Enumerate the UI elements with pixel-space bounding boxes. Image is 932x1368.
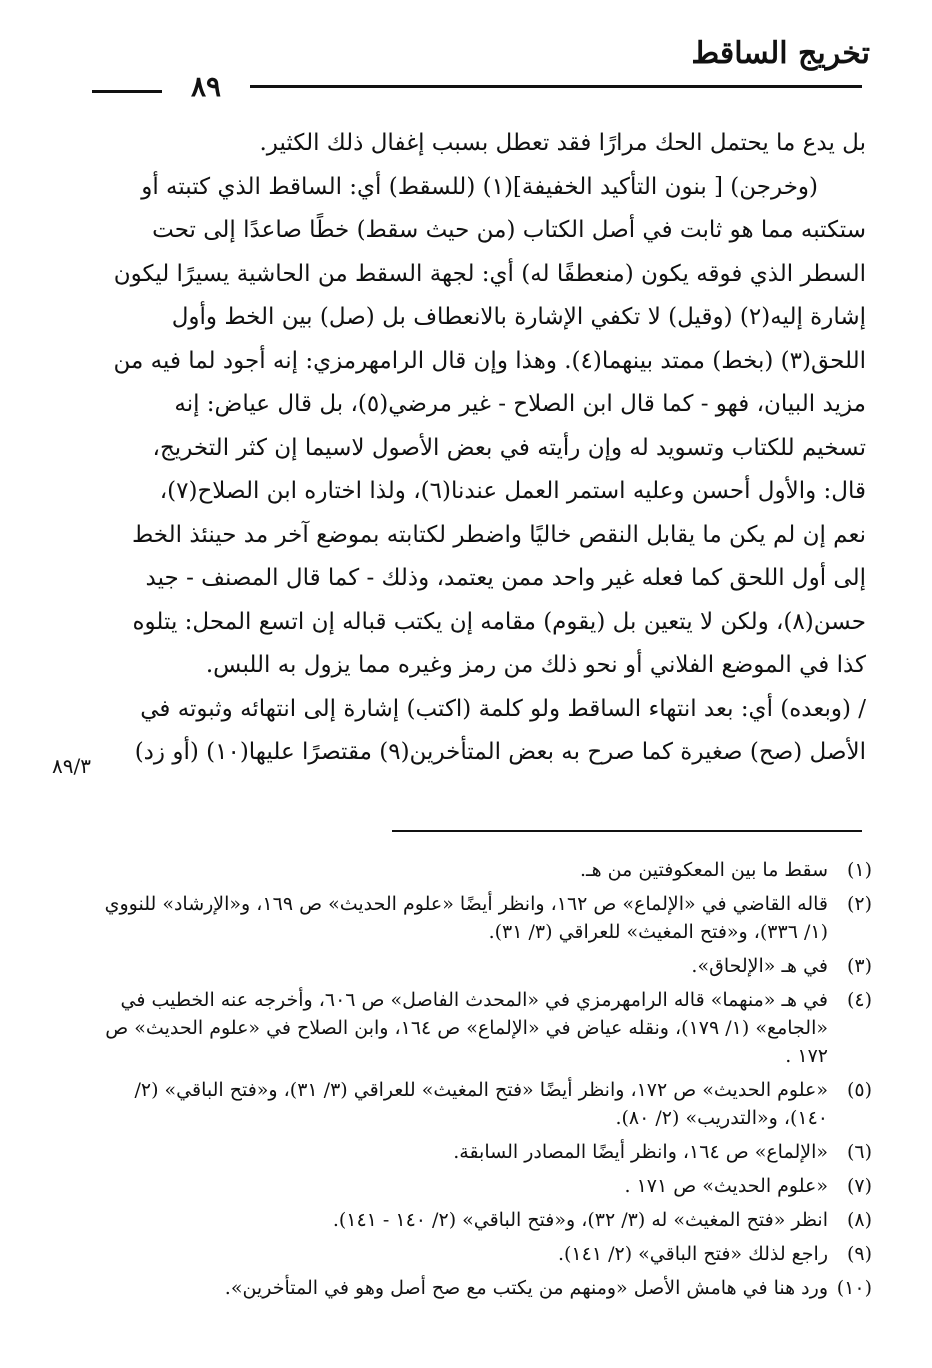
footnote-text: سقط ما بين المعكوفتين من هـ. bbox=[579, 859, 828, 881]
footnote-text: «علوم الحديث» ص ١٧٢، وانظر أيضًا «فتح المغيث» للعراقي (٣/ ٣١)، و«فتح الباقي» (٢/ ١٤٠)، و«التدريب» (٢/ ٨٠). bbox=[134, 1079, 828, 1129]
footnote-number: (١٠) bbox=[836, 1277, 872, 1299]
footnotes bbox=[96, 856, 872, 1308]
footnote bbox=[96, 890, 872, 946]
body-line: قال: والأول أحسن وعليه استمر العمل عندنا(٦)، ولذا اختاره ابن الصلاح(٧)، bbox=[159, 478, 866, 504]
footnote-text: قاله القاضي في «الإلماع» ص ١٦٢، وانظر أيضًا «علوم الحديث» ص ١٦٩، و«الإرشاد» للنووي (١/ ٣٣٦)، و«فتح المغيث» للعراقي (٣/ ٣١). bbox=[104, 893, 828, 943]
footnote bbox=[96, 856, 872, 884]
body-line: اللحق(٣) (بخط) ممتد بينهما(٤). وهذا وإن قال الرامهرمزي: إنه أجود لما فيه من bbox=[113, 347, 866, 374]
body-line: مزيد البيان، فهو - كما قال ابن الصلاح - غير مرضي(٥)، بل قال عياض: إنه bbox=[174, 391, 866, 417]
body-line: بل يدع ما يحتمل الحك مرارًا فقد تعطل بسبب إغفال ذلك الكثير. bbox=[259, 130, 866, 156]
footnote bbox=[96, 1274, 872, 1302]
footnote bbox=[96, 1206, 872, 1234]
footnote-text: «علوم الحديث» ص ١٧١ . bbox=[624, 1175, 828, 1197]
footnote-number: (٨) bbox=[846, 1209, 872, 1231]
body-line: الأصل (صح) صغيرة كما صرح به بعض المتأخرين(٩) مقتصرًا عليها(١٠) (أو زد) bbox=[134, 739, 866, 765]
footnote bbox=[96, 1240, 872, 1268]
footnote-text: «الإلماع» ص ١٦٤، وانظر أيضًا المصادر السابقة. bbox=[453, 1141, 828, 1163]
header-rule-right bbox=[250, 85, 862, 88]
body-line: / (وبعده) أي: بعد انتهاء الساقط ولو كلمة (اكتب) إشارة إلى انتهائه وثبوته في bbox=[140, 695, 866, 722]
footnote-text: في هـ «منهما» قاله الرامهرمزي في «المحدث الفاصل» ص ٦٠٦، وأخرجه عنه الخطيب في «الجامع» (١/ ١٧٩)، ونقله عياض في «الإلماع» ص ١٦٤، وابن الصلاح في «علوم الحديث» ص ١٧٢ . bbox=[105, 989, 828, 1067]
footnote-text: انظر «فتح المغيث» له (٣/ ٣٢)، و«فتح الباقي» (٢/ ١٤٠ - ١٤١). bbox=[332, 1209, 828, 1231]
margin-reference: ٨٩/٣ bbox=[52, 754, 91, 778]
header-rule-left bbox=[92, 90, 162, 93]
footnote-number: (٦) bbox=[846, 1141, 872, 1163]
footnote-number: (٣) bbox=[846, 955, 872, 977]
body-line: إشارة إليه(٢) (وقيل) لا تكفي الإشارة بالانعطاف بل (صل) بين الخط وأول bbox=[171, 304, 866, 330]
body-line: ستكتبه مما هو ثابت في أصل الكتاب (من حيث سقط) خطًا صاعدًا إلى تحت bbox=[152, 217, 866, 243]
footnote bbox=[96, 1138, 872, 1166]
footnote-number: (٢) bbox=[846, 893, 872, 915]
body-line: إلى أول اللحق كما فعله غير واحد ممن يعتمد، وذلك - كما قال المصنف - جيد bbox=[145, 565, 866, 591]
body-line: حسن(٨)، ولكن لا يتعين بل (يقوم) مقامه إن يكتب قباله إن اتسع المحل: يتلوه bbox=[132, 608, 866, 635]
footnote-number: (٥) bbox=[846, 1079, 872, 1101]
footnote bbox=[96, 1076, 872, 1132]
footnote-number: (١) bbox=[846, 859, 872, 881]
body-line: كذا في الموضع الفلاني أو نحو ذلك من رمز وغيره مما يزول به اللبس. bbox=[205, 652, 866, 678]
footnote bbox=[96, 1172, 872, 1200]
footnote bbox=[96, 986, 872, 1070]
body-line: تسخيم للكتاب وتسويد له وإن رأيته في بعض الأصول لاسيما إن كثر التخريج، bbox=[152, 434, 866, 461]
page-number: ٨٩ bbox=[190, 70, 222, 103]
footnote-text: ورد هنا في هامش الأصل «ومنهم من يكتب مع صح أصل وهو في المتأخرين». bbox=[224, 1277, 828, 1299]
body-text bbox=[80, 122, 866, 775]
footnote bbox=[96, 952, 872, 980]
body-line: (وخرجن) [ بنون التأكيد الخفيفة](١) (للسقط) أي: الساقط الذي كتبته أو bbox=[141, 173, 818, 200]
body-line: السطر الذي فوقه يكون (منعطفًا له) أي: لجهة السقط من الحاشية يسيرًا ليكون bbox=[113, 260, 866, 287]
footnote-text: راجع لذلك «فتح الباقي» (٢/ ١٤١). bbox=[557, 1243, 828, 1265]
footnote-number: (٤) bbox=[846, 989, 872, 1011]
chapter-title: تخريج الساقط bbox=[691, 36, 870, 71]
footnote-separator bbox=[392, 830, 862, 832]
footnote-text: في هـ «الإلحاق». bbox=[691, 955, 828, 977]
body-line: نعم إن لم يكن ما يقابل النقص خاليًا واضطر لكتابته بموضع آخر مد حينئذ الخط bbox=[131, 521, 866, 548]
footnote-number: (٩) bbox=[846, 1243, 872, 1265]
footnote-number: (٧) bbox=[846, 1175, 872, 1197]
